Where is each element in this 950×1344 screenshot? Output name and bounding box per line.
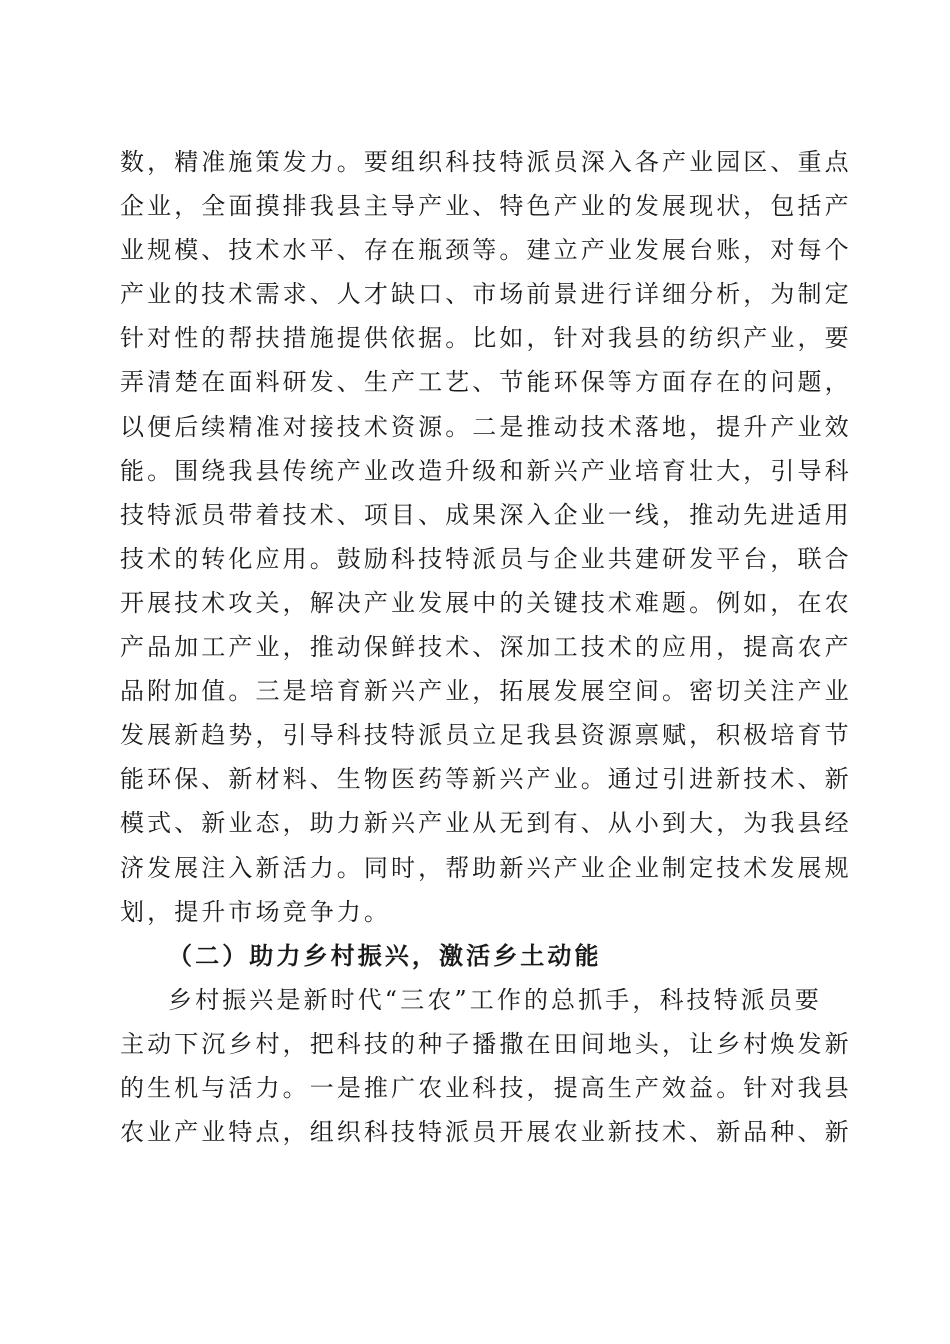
paragraph-line: 产品加工产业，推动保鲜技术、深加工技术的应用，提高农产 xyxy=(120,633,852,662)
paragraph-line: 技术的转化应用。鼓励科技特派员与企业共建研发平台，联合 xyxy=(120,544,852,573)
paragraph-line: 主动下沉乡村，把科技的种子播撒在田间地头，让乡村焕发新 xyxy=(120,1029,852,1058)
paragraph-line: 的生机与活力。一是推广农业科技，提高生产效益。针对我县 xyxy=(120,1073,852,1102)
paragraph-line: 能环保、新材料、生物医药等新兴产业。通过引进新技术、新 xyxy=(120,765,852,794)
paragraph-line: 农业产业特点，组织科技特派员开展农业新技术、新品种、新 xyxy=(120,1118,852,1147)
paragraph-line: 弄清楚在面料研发、生产工艺、节能环保等方面存在的问题， xyxy=(120,368,852,397)
paragraph-line: 模式、新业态，助力新兴产业从无到有、从小到大，为我县经 xyxy=(120,809,852,838)
paragraph-line: 企业，全面摸排我县主导产业、特色产业的发展现状，包括产 xyxy=(120,192,852,221)
paragraph-line: 技特派员带着技术、项目、成果深入企业一线，推动先进适用 xyxy=(120,500,852,529)
paragraph-line: 发展新趋势，引导科技特派员立足我县资源禀赋，积极培育节 xyxy=(120,721,852,750)
paragraph-line: 能。围绕我县传统产业改造升级和新兴产业培育壮大，引导科 xyxy=(120,456,852,485)
paragraph-line: 划，提升市场竞争力。 xyxy=(120,897,391,926)
paragraph-line: 针对性的帮扶措施提供依据。比如，针对我县的纺织产业，要 xyxy=(120,324,852,353)
paragraph-line: 乡村振兴是新时代“三农”工作的总抓手，科技特派员要 xyxy=(168,985,823,1014)
body-text xyxy=(120,140,852,1154)
paragraph-line: 开展技术攻关，解决产业发展中的关键技术难题。例如，在农 xyxy=(120,588,852,617)
paragraph-line: 以便后续精准对接技术资源。二是推动技术落地，提升产业效 xyxy=(120,412,852,441)
paragraph-line: 业规模、技术水平、存在瓶颈等。建立产业发展台账，对每个 xyxy=(120,236,852,265)
section-heading: （二）助力乡村振兴，激活乡土动能 xyxy=(168,940,602,970)
paragraph-line: 产业的技术需求、人才缺口、市场前景进行详细分析，为制定 xyxy=(120,280,852,309)
paragraph-line: 品附加值。三是培育新兴产业，拓展发展空间。密切关注产业 xyxy=(120,677,852,706)
paragraph-line: 数，精准施策发力。要组织科技特派员深入各产业园区、重点 xyxy=(120,148,852,176)
paragraph-line: 济发展注入新活力。同时，帮助新兴产业企业制定技术发展规 xyxy=(120,853,852,882)
